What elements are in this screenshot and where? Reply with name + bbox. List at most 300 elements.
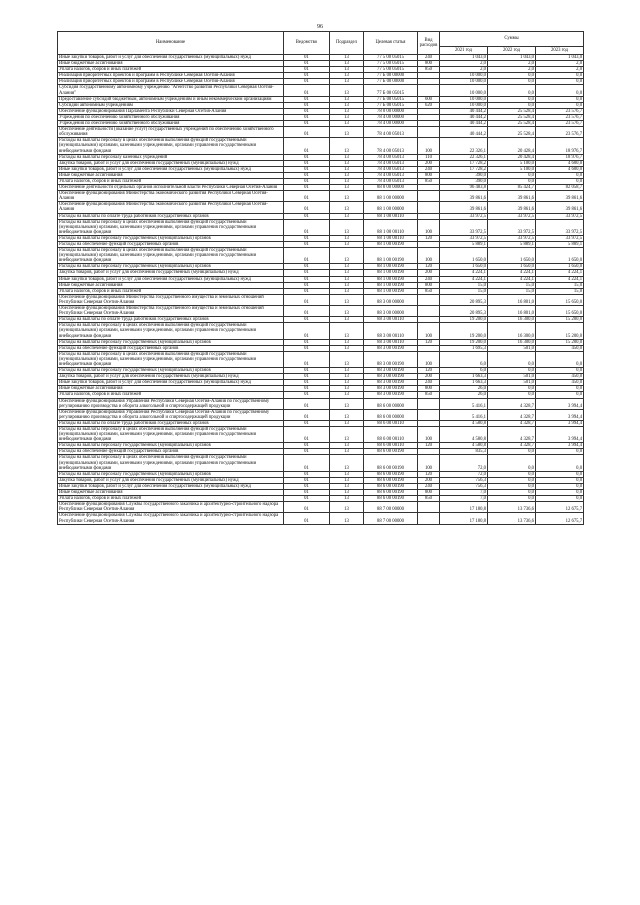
row-expense-type: 120	[418, 471, 440, 477]
table-row	[58, 127, 584, 138]
row-sum-2023: 39 861,6	[536, 202, 584, 213]
row-target-article: 88 3 00 00190	[364, 374, 418, 380]
row-expense-type: 850	[418, 496, 440, 502]
table-body	[58, 55, 584, 525]
row-sum-2021: 5 416,1	[440, 398, 488, 409]
row-sum-2022: 4 224,1	[488, 276, 536, 282]
row-expense-type: 850	[418, 288, 440, 294]
budget-table	[57, 31, 584, 525]
row-ved: 01	[284, 323, 330, 339]
row-ved: 01	[284, 138, 330, 154]
row-sum-2022: 16 300,0	[488, 317, 536, 323]
table-row	[58, 502, 584, 513]
row-name: Обеспечение функционирования Министерства экономического развития Республики Северная Осетия-Алания	[58, 202, 284, 213]
row-sum-2022: 16 300,0	[488, 323, 536, 339]
row-razd: 13	[330, 96, 364, 102]
row-sum-2022: 13 736,6	[488, 513, 536, 524]
row-sum-2023: 23 576,7	[536, 121, 584, 127]
row-ved: 01	[284, 288, 330, 294]
row-expense-type: 200	[418, 477, 440, 483]
row-sum-2021: 10 000,0	[440, 85, 488, 96]
row-sum-2023: 3 994,4	[536, 409, 584, 420]
row-sum-2021: 33 972,5	[440, 235, 488, 241]
row-sum-2023: 0,0	[536, 490, 584, 496]
row-razd: 13	[330, 79, 364, 85]
row-razd: 13	[330, 108, 364, 114]
row-name: Иные закупки товаров, работ и услуг для обеспечения государственных (муниципальных) нужд	[58, 483, 284, 489]
row-sum-2023: 23 576,7	[536, 127, 584, 138]
row-sum-2023: 23 576,7	[536, 114, 584, 120]
row-razd: 13	[330, 323, 364, 339]
row-name: Расходы на выплаты персоналу в целях обеспечения выполнения функций государственными (муниципальными) органами, казенными учреждениями, органами управления государственными внебюджетными фондами	[58, 138, 284, 154]
row-name: Обеспечение функционирования Министерства экономического развития Республики Северная Осетия-Алания	[58, 191, 284, 202]
row-sum-2023: 5 889,1	[536, 242, 584, 248]
row-sum-2023: 0,0	[536, 85, 584, 96]
row-target-article: 88 6 00 00190	[364, 496, 418, 502]
row-ved: 01	[284, 202, 330, 213]
row-sum-2021: 4 224,1	[440, 270, 488, 276]
row-expense-type: 100	[418, 219, 440, 235]
row-ved: 01	[284, 185, 330, 191]
row-name: Расходы на выплаты персоналу казенных учреждений	[58, 154, 284, 160]
row-sum-2023: 15 200,0	[536, 317, 584, 323]
row-name: Обеспечение функционирования Управления Республики Северная Осетия-Алания по государственному регулированию производства и оборота алкогольной и спиртосодержащей продукции	[58, 398, 284, 409]
row-ved: 01	[284, 235, 330, 241]
row-sum-2021: 96 483,8	[440, 185, 488, 191]
row-razd: 13	[330, 178, 364, 184]
row-name: Расходы на выплаты персоналу государственных (муниципальных) органов	[58, 368, 284, 374]
row-sum-2023: 2,0	[536, 67, 584, 73]
row-sum-2022: 0,0	[488, 477, 536, 483]
row-razd: 13	[330, 138, 364, 154]
table-row	[58, 306, 584, 317]
row-name: Расходы на обеспечение функций государственных органов	[58, 345, 284, 351]
row-target-article: 88 1 00 00190	[364, 264, 418, 270]
row-target-article: 88 1 00 00000	[364, 191, 418, 202]
row-sum-2021: 6,0	[440, 368, 488, 374]
row-expense-type: 800	[418, 172, 440, 178]
row-target-article: 88 1 00 00190	[364, 282, 418, 288]
row-sum-2021: 39 861,6	[440, 191, 488, 202]
row-sum-2022: 16 801,0	[488, 294, 536, 305]
row-ved: 01	[284, 306, 330, 317]
row-razd: 13	[330, 276, 364, 282]
row-razd: 13	[330, 490, 364, 496]
row-expense-type: 100	[418, 248, 440, 264]
table-row	[58, 202, 584, 213]
row-name: Иные закупки товаров, работ и услуг для обеспечения государственных (муниципальных) нужд	[58, 276, 284, 282]
row-expense-type	[418, 502, 440, 513]
row-name: Расходы на выплаты персоналу в целях обеспечения выполнения функций государственными (муниципальными) органами, казенными учреждениями, органами управления государственными внебюджетными фондами	[58, 219, 284, 235]
row-razd: 13	[330, 73, 364, 79]
row-sum-2023: 4 224,1	[536, 270, 584, 276]
row-name: Закупка товаров, работ и услуг для обеспечения государственных (муниципальных) нужд	[58, 160, 284, 166]
row-sum-2021: 835,3	[440, 449, 488, 455]
row-expense-type: 800	[418, 490, 440, 496]
row-ved: 01	[284, 154, 330, 160]
table-row	[58, 323, 584, 339]
row-razd: 13	[330, 288, 364, 294]
row-sum-2023: 3 994,4	[536, 443, 584, 449]
row-ved: 01	[284, 317, 330, 323]
row-sum-2021: 4 224,1	[440, 276, 488, 282]
row-sum-2022: 20 428,4	[488, 138, 536, 154]
row-expense-type: 120	[418, 339, 440, 345]
row-sum-2022: 2,0	[488, 67, 536, 73]
row-expense-type	[418, 513, 440, 524]
row-target-article: 78 4 00 05013	[364, 178, 418, 184]
row-sum-2021: 19 200,0	[440, 323, 488, 339]
header-sum: Суммы	[440, 32, 584, 47]
row-sum-2022: 0,0	[488, 368, 536, 374]
row-sum-2022: 0,0	[488, 178, 536, 184]
row-target-article: 77 5 00 05015	[364, 67, 418, 73]
row-expense-type: 240	[418, 55, 440, 61]
row-ved: 01	[284, 61, 330, 67]
row-target-article: 88 3 00 00190	[364, 386, 418, 392]
row-ved: 01	[284, 248, 330, 264]
row-sum-2021: 17 728,2	[440, 166, 488, 172]
row-expense-type: 200	[418, 374, 440, 380]
row-expense-type: 240	[418, 276, 440, 282]
row-ved: 01	[284, 380, 330, 386]
row-sum-2021: 6,0	[440, 351, 488, 367]
row-expense-type	[418, 202, 440, 213]
row-ved: 01	[284, 160, 330, 166]
row-target-article: 88 3 00 00110	[364, 317, 418, 323]
row-sum-2022: 0,0	[488, 96, 536, 102]
row-sum-2023: 450,0	[536, 380, 584, 386]
page-number: 96	[317, 24, 323, 30]
row-target-article: 88 0 00 00000	[364, 185, 418, 191]
row-sum-2023: 3 994,4	[536, 427, 584, 443]
row-razd: 13	[330, 172, 364, 178]
row-razd: 13	[330, 306, 364, 317]
row-target-article: 88 6 00 00110	[364, 427, 418, 443]
row-sum-2023: 4 600,0	[536, 166, 584, 172]
row-sum-2022: 2,0	[488, 61, 536, 67]
row-sum-2023: 39 861,6	[536, 191, 584, 202]
row-name: Иные бюджетные ассигнования	[58, 282, 284, 288]
row-target-article: 78 4 00 00000	[364, 114, 418, 120]
row-target-article: 78 4 00 05013	[364, 138, 418, 154]
row-expense-type: 800	[418, 282, 440, 288]
row-target-article: 77 Б 00 05015	[364, 85, 418, 96]
row-sum-2023: 33 972,5	[536, 235, 584, 241]
row-sum-2023: 0,0	[536, 496, 584, 502]
row-sum-2023: 450,0	[536, 345, 584, 351]
row-razd: 13	[330, 483, 364, 489]
row-razd: 13	[330, 213, 364, 219]
row-razd: 13	[330, 248, 364, 264]
row-razd: 13	[330, 154, 364, 160]
row-sum-2022: 85 424,7	[488, 185, 536, 191]
row-name: Иные бюджетные ассигнования	[58, 490, 284, 496]
row-razd: 13	[330, 455, 364, 471]
row-name: Иные закупки товаров, работ и услуг для обеспечения государственных (муниципальных) нужд	[58, 380, 284, 386]
row-name: Иные бюджетные ассигнования	[58, 61, 284, 67]
row-sum-2021: 40 444,2	[440, 121, 488, 127]
row-name: Реализация приоритетных проектов и программ в Республике Северная Осетия-Алания	[58, 79, 284, 85]
row-name: Обеспечение функционирования Парламента Республики Северная Осетия-Алания	[58, 108, 284, 114]
table-row	[58, 219, 584, 235]
row-name: Обеспечение функционирования Министерства государственного имущества и земельных отношений Республики Северная Осетия-Алания	[58, 294, 284, 305]
row-sum-2023: 0,0	[536, 102, 584, 108]
row-expense-type	[418, 409, 440, 420]
row-expense-type: 620	[418, 102, 440, 108]
table-row	[58, 294, 584, 305]
row-sum-2021: 7,0	[440, 496, 488, 502]
row-name: Реализация приоритетных проектов и программ в Республике Северная Осетия-Алания	[58, 73, 284, 79]
row-sum-2023: 4 600,0	[536, 160, 584, 166]
row-sum-2022: 33 972,5	[488, 235, 536, 241]
row-razd: 13	[330, 345, 364, 351]
row-name: Учреждения по обеспечению хозяйственного обслуживания	[58, 114, 284, 120]
row-name: Расходы на выплаты персоналу государственных (муниципальных) органов	[58, 235, 284, 241]
row-ved: 01	[284, 219, 330, 235]
row-sum-2021: 2,0	[440, 61, 488, 67]
row-sum-2022: 25 528,4	[488, 114, 536, 120]
row-sum-2023: 1 650,0	[536, 248, 584, 264]
row-sum-2021: 17 728,2	[440, 160, 488, 166]
row-expense-type: 110	[418, 154, 440, 160]
row-sum-2022: 15,0	[488, 282, 536, 288]
row-name: Обеспечение деятельности (оказание услуг) государственных учреждений по обеспечению хозяйственного обслуживания	[58, 127, 284, 138]
row-sum-2021: 40 444,2	[440, 108, 488, 114]
row-target-article: 78 4 00 05013	[364, 154, 418, 160]
row-target-article: 88 6 00 00000	[364, 409, 418, 420]
row-sum-2023: 0,0	[536, 455, 584, 471]
row-razd: 13	[330, 191, 364, 202]
row-razd: 13	[330, 185, 364, 191]
row-sum-2023: 15 650,0	[536, 294, 584, 305]
row-ved: 01	[284, 108, 330, 114]
row-name: Иные бюджетные ассигнования	[58, 386, 284, 392]
row-expense-type: 100	[418, 455, 440, 471]
row-target-article: 88 7 00 00000	[364, 513, 418, 524]
row-sum-2023: 4 224,1	[536, 276, 584, 282]
row-target-article: 78 4 00 05013	[364, 166, 418, 172]
row-expense-type: 100	[418, 323, 440, 339]
row-ved: 01	[284, 496, 330, 502]
row-sum-2021: 15,0	[440, 282, 488, 288]
row-expense-type: 100	[418, 138, 440, 154]
row-sum-2021: 4 580,8	[440, 427, 488, 443]
row-target-article: 78 4 00 05013	[364, 172, 418, 178]
row-name: Расходы на выплаты персоналу в целях обеспечения выполнения функций государственными (муниципальными) органами, казенными учреждениями, органами управления государственными внебюджетными фондами	[58, 323, 284, 339]
row-name: Иные закупки товаров, работ и услуг для обеспечения государственных (муниципальных) нужд	[58, 166, 284, 172]
row-razd: 13	[330, 496, 364, 502]
row-target-article: 77 5 00 05015	[364, 55, 418, 61]
row-expense-type	[418, 127, 440, 138]
header-year-2021: 2021 год	[440, 47, 488, 55]
row-expense-type	[418, 294, 440, 305]
row-razd: 13	[330, 368, 364, 374]
row-ved: 01	[284, 398, 330, 409]
row-sum-2023: 15 200,0	[536, 339, 584, 345]
row-ved: 01	[284, 264, 330, 270]
header-name: Наименование	[58, 32, 284, 55]
row-expense-type: 200	[418, 270, 440, 276]
row-sum-2023: 15 200,0	[536, 323, 584, 339]
row-ved: 01	[284, 127, 330, 138]
row-ved: 01	[284, 368, 330, 374]
row-sum-2021: 1 695,3	[440, 345, 488, 351]
row-name: Расходы на выплаты персоналу государственных (муниципальных) органов	[58, 264, 284, 270]
row-target-article: 88 6 00 00190	[364, 455, 418, 471]
row-sum-2021: 10 000,0	[440, 79, 488, 85]
row-sum-2021: 390,0	[440, 172, 488, 178]
row-target-article: 88 1 00 00110	[364, 219, 418, 235]
row-sum-2023: 0,0	[536, 351, 584, 367]
row-expense-type: 120	[418, 264, 440, 270]
row-name: Закупка товаров, работ и услуг для обеспечения государственных (муниципальных) нужд	[58, 374, 284, 380]
table-row	[58, 138, 584, 154]
row-sum-2023: 0,0	[536, 79, 584, 85]
row-razd: 13	[330, 127, 364, 138]
row-razd: 13	[330, 121, 364, 127]
row-expense-type: 240	[418, 166, 440, 172]
row-sum-2021: 7,0	[440, 490, 488, 496]
row-expense-type	[418, 398, 440, 409]
row-sum-2021: 756,3	[440, 483, 488, 489]
row-razd: 13	[330, 380, 364, 386]
row-razd: 13	[330, 202, 364, 213]
row-sum-2022: 0,0	[488, 172, 536, 178]
row-ved: 01	[284, 178, 330, 184]
row-sum-2023: 12 675,7	[536, 513, 584, 524]
header-vr: Вид расходов	[418, 32, 440, 55]
row-target-article: 88 1 00 00110	[364, 235, 418, 241]
row-name: Расходы на выплаты персоналу в целях обеспечения выполнения функций государственными (муниципальными) органами, казенными учреждениями, органами управления государственными внебюджетными фондами	[58, 427, 284, 443]
row-sum-2021: 20 895,3	[440, 294, 488, 305]
row-sum-2022: 0,0	[488, 351, 536, 367]
row-sum-2022: 39 861,6	[488, 191, 536, 202]
row-target-article: 88 7 00 00000	[364, 502, 418, 513]
row-sum-2021: 26,0	[440, 386, 488, 392]
row-sum-2021: 40 444,2	[440, 114, 488, 120]
row-ved: 01	[284, 102, 330, 108]
row-ved: 01	[284, 85, 330, 96]
row-ved: 01	[284, 490, 330, 496]
row-sum-2021: 1 650,0	[440, 264, 488, 270]
row-target-article: 88 3 00 00190	[364, 392, 418, 398]
row-sum-2023: 0,0	[536, 368, 584, 374]
row-ved: 01	[284, 276, 330, 282]
row-sum-2023: 33 972,5	[536, 219, 584, 235]
row-ved: 01	[284, 477, 330, 483]
row-target-article: 88 3 00 00190	[364, 368, 418, 374]
row-razd: 13	[330, 392, 364, 398]
table-row	[58, 248, 584, 264]
row-sum-2022: 0,0	[488, 483, 536, 489]
row-ved: 01	[284, 339, 330, 345]
row-ved: 01	[284, 55, 330, 61]
row-target-article: 88 1 00 00000	[364, 202, 418, 213]
row-sum-2022: 0,0	[488, 85, 536, 96]
row-sum-2023: 15 650,0	[536, 306, 584, 317]
row-razd: 13	[330, 166, 364, 172]
row-sum-2023: 3 994,4	[536, 420, 584, 426]
row-sum-2022: 16 300,0	[488, 339, 536, 345]
row-razd: 13	[330, 270, 364, 276]
row-expense-type: 100	[418, 351, 440, 367]
row-ved: 01	[284, 282, 330, 288]
row-ved: 01	[284, 427, 330, 443]
row-ved: 01	[284, 420, 330, 426]
row-sum-2021: 2,0	[440, 67, 488, 73]
row-ved: 01	[284, 386, 330, 392]
row-ved: 01	[284, 172, 330, 178]
row-target-article: 88 6 00 00110	[364, 420, 418, 426]
row-sum-2021: 40 444,2	[440, 127, 488, 138]
row-target-article: 88 1 00 00110	[364, 213, 418, 219]
row-sum-2022: 0,0	[488, 79, 536, 85]
row-expense-type: 120	[418, 368, 440, 374]
row-expense-type	[418, 191, 440, 202]
row-name: Закупка товаров, работ и услуг для обеспечения государственных (муниципальных) нужд	[58, 270, 284, 276]
row-sum-2021: 756,3	[440, 477, 488, 483]
row-target-article: 77 5 00 05015	[364, 61, 418, 67]
row-expense-type: 120	[418, 443, 440, 449]
row-sum-2022: 20 428,4	[488, 154, 536, 160]
row-sum-2022: 16 801,0	[488, 306, 536, 317]
row-sum-2023: 15,0	[536, 282, 584, 288]
table-row	[58, 398, 584, 409]
row-razd: 13	[330, 409, 364, 420]
row-target-article: 88 1 00 00190	[364, 248, 418, 264]
row-name: Уплата налогов, сборов и иных платежей	[58, 67, 284, 73]
row-razd: 13	[330, 67, 364, 73]
row-target-article: 78 4 00 00000	[364, 121, 418, 127]
row-ved: 01	[284, 270, 330, 276]
row-sum-2023: 12 675,7	[536, 502, 584, 513]
row-sum-2023: 23 576,7	[536, 108, 584, 114]
row-sum-2023: 0,0	[536, 172, 584, 178]
row-razd: 13	[330, 398, 364, 409]
row-target-article: 88 1 00 00190	[364, 288, 418, 294]
row-sum-2022: 4 224,1	[488, 270, 536, 276]
row-sum-2023: 1 043,0	[536, 55, 584, 61]
row-sum-2022: 15,0	[488, 288, 536, 294]
row-name: Уплата налогов, сборов и иных платежей	[58, 178, 284, 184]
row-ved: 01	[284, 79, 330, 85]
row-sum-2022: 0,0	[488, 490, 536, 496]
row-razd: 13	[330, 374, 364, 380]
row-ved: 01	[284, 351, 330, 367]
row-name: Расходы на выплаты по оплате труда работников государственных органов	[58, 317, 284, 323]
row-expense-type: 850	[418, 178, 440, 184]
row-sum-2022: 25 528,4	[488, 121, 536, 127]
table-row	[58, 513, 584, 524]
row-name: Закупка товаров, работ и услуг для обеспечения государственных (муниципальных) нужд	[58, 477, 284, 483]
row-razd: 13	[330, 114, 364, 120]
row-sum-2023: 0,0	[536, 386, 584, 392]
header-year-2023: 2023 год	[536, 47, 584, 55]
row-target-article: 88 3 00 00190	[364, 345, 418, 351]
table-row	[58, 85, 584, 96]
row-razd: 13	[330, 242, 364, 248]
row-sum-2023: 0,0	[536, 178, 584, 184]
row-ved: 01	[284, 502, 330, 513]
row-ved: 01	[284, 443, 330, 449]
row-sum-2022: 501,0	[488, 380, 536, 386]
row-target-article: 88 6 00 00190	[364, 490, 418, 496]
row-sum-2021: 33 972,5	[440, 219, 488, 235]
row-target-article: 88 1 00 00190	[364, 270, 418, 276]
row-name: Расходы на выплаты по оплате труда работников государственных органов	[58, 420, 284, 426]
row-name: Уплата налогов, сборов и иных платежей	[58, 392, 284, 398]
